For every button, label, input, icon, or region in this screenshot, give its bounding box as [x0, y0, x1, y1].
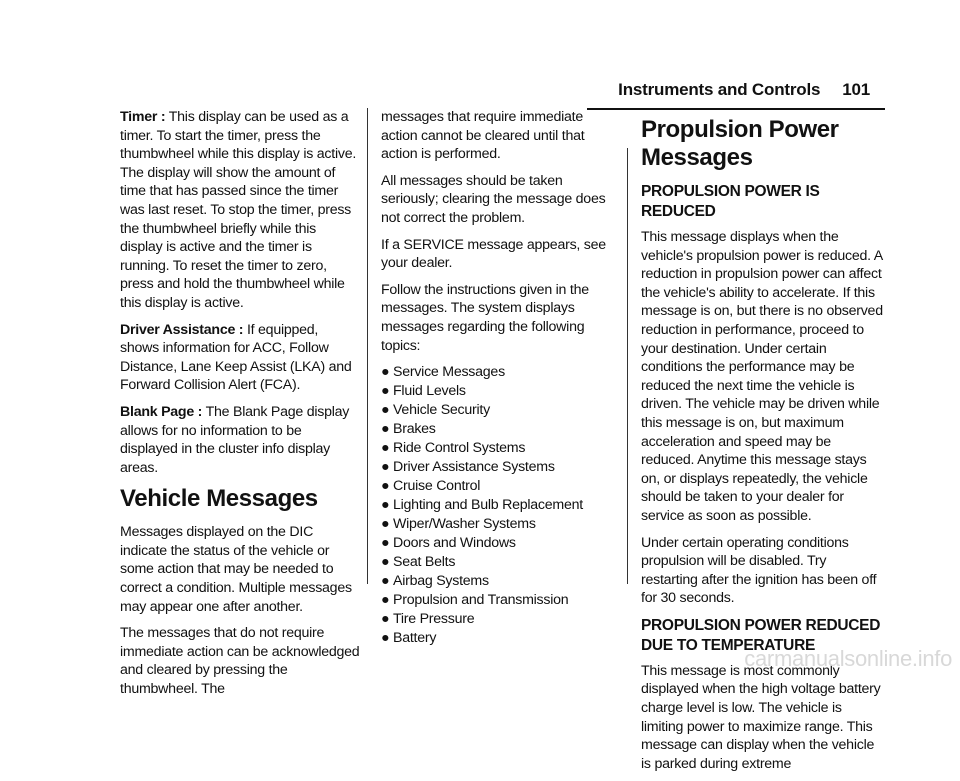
topic-label: Vehicle Security: [393, 402, 490, 419]
topic-label: Tire Pressure: [393, 610, 475, 627]
vehicle-messages-paragraph-2: The messages that do not require immediate action can be acknowledged and cleared by pressing the thumbwheel. The: [120, 625, 360, 698]
messages-paragraph-4: Follow the instructions given in the messages. The system displays messages regarding the following topics:: [381, 281, 589, 354]
bullet-icon: ●: [381, 440, 390, 457]
blank-page-text: The Blank Page display allows for no information to be displayed in the cluster info display areas.: [120, 403, 350, 476]
bullet-icon: ●: [381, 591, 390, 608]
bullet-icon: ●: [381, 572, 390, 589]
list-item: [381, 515, 621, 534]
driver-assistance-term: Driver Assistance :: [120, 321, 244, 338]
topic-label: Fluid Levels: [393, 383, 466, 400]
temperature-paragraph-1: This message is most commonly displayed when the high voltage battery charge level is low. The vehicle is limiting power to maximize range. This message can display when the vehicle is parked during extreme: [641, 662, 881, 772]
column-1: [120, 108, 360, 707]
list-item: [381, 458, 621, 477]
bullet-icon: ●: [381, 402, 390, 419]
section-title: Instruments and Controls: [618, 80, 821, 99]
topic-label: Doors and Windows: [393, 534, 516, 551]
bullet-icon: ●: [381, 497, 390, 514]
topic-label: Wiper/Washer Systems: [393, 516, 536, 532]
page-number: 101: [842, 80, 870, 99]
messages-paragraph-3: If a SERVICE message appears, see your dealer.: [381, 236, 606, 272]
driver-assistance-entry: [120, 321, 360, 395]
bullet-icon: ●: [381, 534, 390, 551]
list-item: [381, 382, 621, 401]
topic-label: Service Messages: [393, 364, 505, 381]
list-item: [381, 477, 621, 496]
list-item: [381, 572, 621, 591]
bullet-icon: ●: [381, 478, 390, 495]
topic-label: Seat Belts: [393, 553, 456, 570]
column-3: [641, 108, 886, 781]
list-item: [381, 439, 621, 458]
topic-label: Battery: [393, 629, 437, 646]
vehicle-messages-paragraph-1: Messages displayed on the DIC indicate the status of the vehicle or some action that may be needed to correct a condition. Multiple messages may appear one after another.: [120, 524, 352, 615]
bullet-icon: ●: [381, 516, 390, 532]
blank-page-entry: [120, 403, 360, 477]
timer-entry: [120, 108, 360, 313]
topic-label: Lighting and Bulb Replacement: [393, 497, 583, 514]
propulsion-reduced-subheading: PROPULSION POWER IS REDUCED: [641, 183, 820, 220]
topic-label: Airbag Systems: [393, 572, 489, 589]
list-item: [381, 496, 621, 515]
list-item: [381, 553, 621, 572]
timer-text: This display can be used as a timer. To start the timer, press the thumbwheel while this display is active. The display will show the amount of time that has passed since the timer was last reset. To stop the timer, press the thumbwheel briefly while this display is active and the timer is running. To reset the timer to zero, press and hold the thumbwheel while this display is active.: [120, 109, 357, 311]
watermark: carmanualsonline.info: [744, 646, 952, 671]
bullet-icon: ●: [381, 383, 390, 400]
running-header: [618, 80, 870, 100]
messages-paragraph-1: messages that require immediate action cannot be cleared until that action is performed.: [381, 109, 585, 163]
topic-list: [381, 363, 621, 647]
column-divider-2: [627, 148, 628, 584]
driver-assistance-text: If equipped, shows information for ACC, Follow Distance, Lane Keep Assist (LKA) and Forward Collision Alert (FCA).: [120, 321, 352, 394]
bullet-icon: ●: [381, 421, 390, 438]
list-item: [381, 420, 621, 439]
bullet-icon: ●: [381, 364, 390, 381]
list-item: [381, 363, 621, 382]
bullet-icon: ●: [381, 553, 390, 570]
bullet-icon: ●: [381, 610, 390, 627]
messages-paragraph-2: All messages should be taken seriously; clearing the message does not correct the problem.: [381, 172, 606, 226]
propulsion-power-heading: Propulsion Power Messages: [641, 116, 839, 171]
list-item: [381, 629, 621, 648]
propulsion-reduced-paragraph-2: Under certain operating conditions propulsion will be disabled. Try restarting after the ignition has been off for 30 seconds.: [641, 534, 877, 607]
topic-label: Driver Assistance Systems: [393, 459, 555, 476]
bullet-icon: ●: [381, 629, 390, 646]
vehicle-messages-heading: Vehicle Messages: [120, 485, 318, 513]
timer-term: Timer :: [120, 109, 166, 125]
topic-label: Brakes: [393, 421, 436, 438]
topic-label: Cruise Control: [393, 478, 481, 495]
column-2: [381, 108, 621, 648]
propulsion-reduced-paragraph-1: This message displays when the vehicle's propulsion power is reduced. A reduction in propulsion power can affect the vehicle's ability to accelerate. If this message is on, but there is no observed reduction in performance, proceed to your destination. Under certain conditions the performance may be reduced the next time the vehicle is driven. The vehicle may be driven while this message is on, but maximum acceleration and speed may be reduced. Anytime this message stays on, or displays repeatedly, the vehicle should be taken to your dealer for service as soon as possible.: [641, 229, 883, 524]
list-item: [381, 534, 621, 553]
topic-label: Ride Control Systems: [393, 440, 526, 457]
list-item: [381, 401, 621, 420]
temperature-subheading: PROPULSION POWER REDUCED DUE TO TEMPERATURE: [641, 616, 881, 654]
list-item: [381, 591, 621, 610]
column-divider-1: [367, 108, 368, 584]
list-item: [381, 610, 621, 629]
blank-page-term: Blank Page :: [120, 403, 203, 420]
bullet-icon: ●: [381, 459, 390, 476]
topic-label: Propulsion and Transmission: [393, 591, 569, 608]
